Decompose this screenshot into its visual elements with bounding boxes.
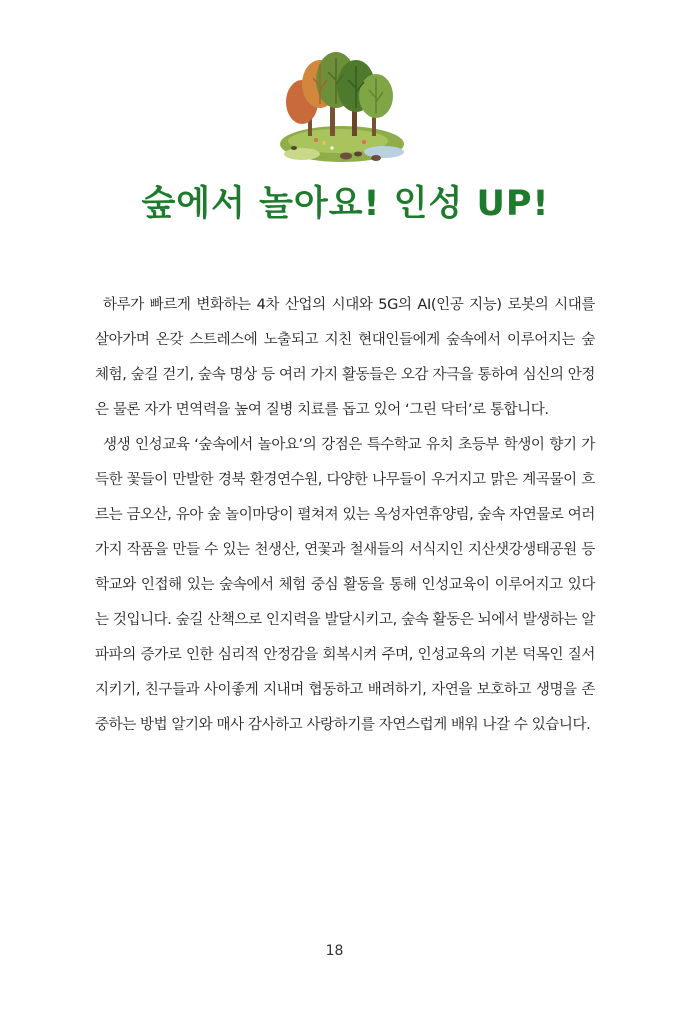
page-number: 18: [325, 943, 344, 959]
paragraph: 생생 인성교육 ‘숲속에서 놀아요’의 강점은 특수학교 유치 초등부 학생이 향기 가득한 꽃들이 만발한 경북 환경연수원, 다양한 나무들이 우거지고 맑은 계곡물이 흐르는 금오산, 유아 숲 놀이마당이 펼쳐져 있는 옥성자연휴양림, 숲속 자연물로 여러 가지 작품을 만들 수 있는 천생산, 연꽃과 철새들의 서식지인 지산샛강생태공원 등 학교와 인접해 있는 숲속에서 체험 중심 활동을 통해 인성교육이 이루어지고 있다는 것입니다. 숲길 산책으로 인지력을 발달시키고, 숲속 활동은 뇌에서 발생하는 알파파의 증가로 인한 심리적 안정감을 회복시켜 주며, 인성교육의 기본 덕목인 질서 지키기, 친구들과 사이좋게 지내며 협동하고 배려하기, 자연을 보호하고 생명을 존중하는 방법 알기와 매사 감사하고 사랑하기를 자연스럽게 배워 나갈 수 있습니다.: [95, 437, 595, 733]
body-text: [95, 288, 595, 743]
paragraph: 하루가 빠르게 변화하는 4차 산업의 시대와 5G의 AI(인공 지능) 로봇의 시대를 살아가며 온갖 스트레스에 노출되고 지친 현대인들에게 숲속에서 이루어지는 숲 체험, 숲길 걷기, 숲속 명상 등 여러 가지 활동들은 오감 자극을 통하여 심신의 안정은 물론 자가 면역력을 높여 질병 치료를 돕고 있어 ‘그린 닥터’로 통합니다.: [95, 297, 595, 418]
page-title: 숲에서 놀아요! 인성 UP!: [141, 184, 550, 224]
forest-trees-illustration: [272, 44, 414, 170]
